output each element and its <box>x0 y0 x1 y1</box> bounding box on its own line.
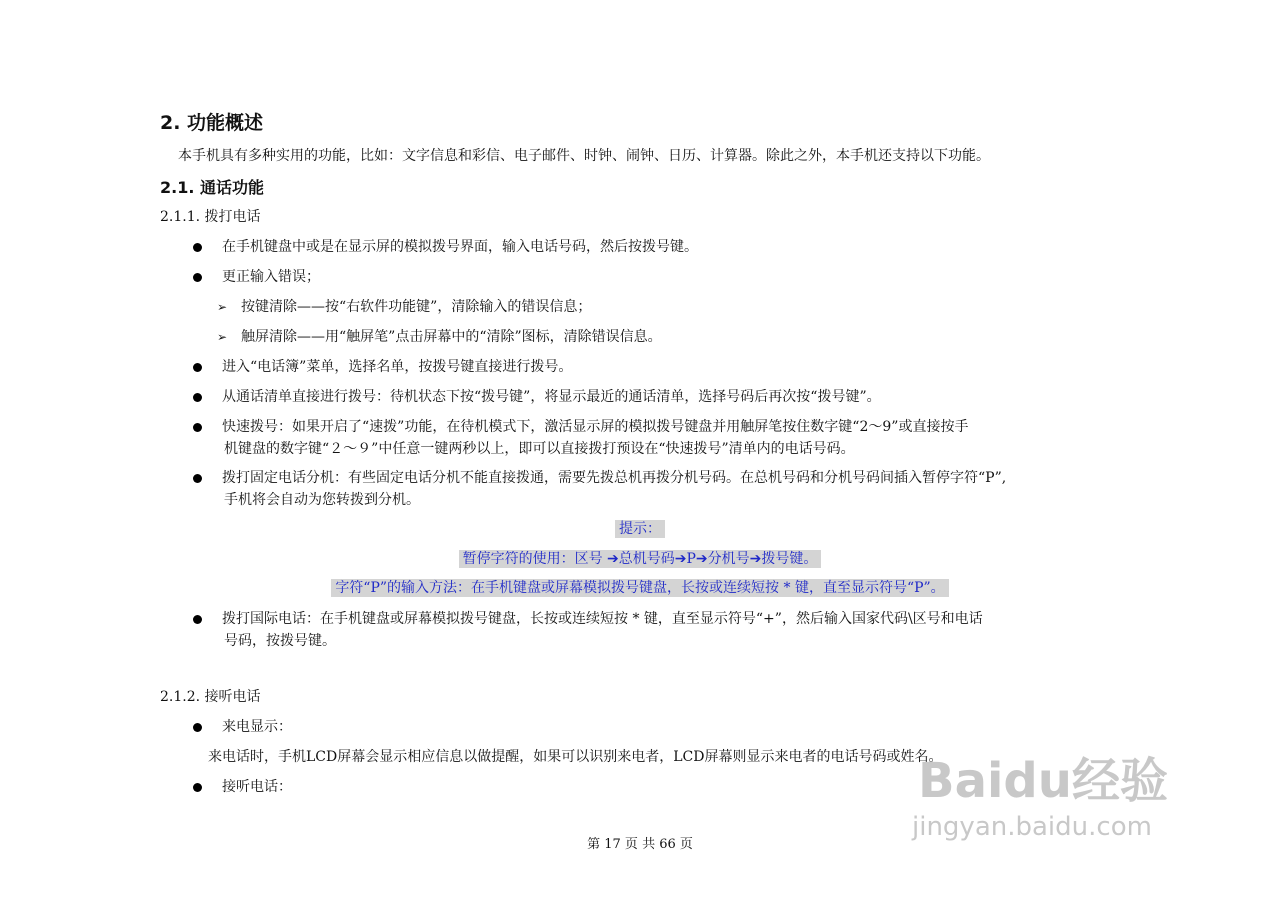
sub-list-item: ➢ 触屏清除——用“触屏笔”点击屏幕中的“清除”图标，清除错误信息。 <box>217 329 662 345</box>
list-item: 拨打国际电话：在手机键盘或屏幕模拟拨号键盘，长按或连续短按 * 键，直至显示符号“+”，然后输入国家代码\区号和电话 <box>193 608 983 628</box>
sub-list-item: ➢ 按键清除——按“右软件功能键”，清除输入的错误信息； <box>217 299 592 315</box>
bullet-icon <box>193 423 202 432</box>
subsection-heading: 2.1. 通话功能 <box>160 178 264 197</box>
intro-paragraph: 本手机具有多种实用的功能，比如：文字信息和彩信、电子邮件、时钟、闹钟、日历、计算器。除此之外，本手机还支持以下功能。 <box>178 148 990 164</box>
watermark-logo: Baidu经验 <box>918 753 1168 809</box>
list-item: 在手机键盘中或是在显示屏的模拟拨号界面，输入电话号码，然后按拨号键。 <box>193 236 698 256</box>
tip-line: 字符“P”的输入方法：在手机键盘或屏幕模拟拨号键盘，长按或连续短按 * 键，直至显示符号“P”。 <box>0 577 1280 597</box>
list-item: 进入“电话簿”菜单，选择名单，按拨号键直接进行拨号。 <box>193 356 572 376</box>
arrow-bullet-icon: ➢ <box>217 300 228 314</box>
list-item-continuation: 手机将会自动为您转拨到分机。 <box>224 492 420 508</box>
list-item-continuation: 号码，按拨号键。 <box>224 633 336 649</box>
bullet-icon <box>193 273 202 282</box>
tip-line: 暂停字符的使用：区号 ➔总机号码➔P➔分机号➔拨号键。 <box>0 548 1280 568</box>
list-item: 从通话清单直接进行拨号：待机状态下按“拨号键”，将显示最近的通话清单，选择号码后再次按“拨号键”。 <box>193 386 881 406</box>
list-item: 来电显示： <box>193 716 292 736</box>
bullet-icon <box>193 723 202 732</box>
paragraph: 来电话时，手机LCD屏幕会显示相应信息以做提醒，如果可以识别来电者，LCD屏幕则显示来电者的电话号码或姓名。 <box>208 749 943 765</box>
list-item: 快速拨号：如果开启了“速拨”功能，在待机模式下，激活显示屏的模拟拨号键盘并用触屏笔按住数字键“2～9”或直接按手 <box>193 416 968 436</box>
list-item: 更正输入错误； <box>193 266 320 286</box>
bullet-icon <box>193 615 202 624</box>
list-item-continuation: 机键盘的数字键“２～９”中任意一键两秒以上，即可以直接拨打预设在“快速拨号”清单内的电话号码。 <box>224 441 855 457</box>
list-item: 拨打固定电话分机：有些固定电话分机不能直接拨通，需要先拨总机再拨分机号码。在总机号码和分机号码间插入暂停字符“P”, <box>193 467 1006 487</box>
page-footer: 第 17 页 共 66 页 <box>587 837 693 852</box>
watermark-url: jingyan.baidu.com <box>912 812 1152 842</box>
bullet-icon <box>193 783 202 792</box>
section-heading: 2. 功能概述 <box>160 112 264 134</box>
bullet-icon <box>193 243 202 252</box>
subsubsection-heading: 2.1.1. 拨打电话 <box>160 209 261 225</box>
arrow-bullet-icon: ➢ <box>217 330 228 344</box>
bullet-icon <box>193 363 202 372</box>
subsubsection-heading: 2.1.2. 接听电话 <box>160 689 261 705</box>
list-item: 接听电话： <box>193 776 292 796</box>
tip-title: 提示： <box>0 518 1280 538</box>
bullet-icon <box>193 474 202 483</box>
bullet-icon <box>193 393 202 402</box>
